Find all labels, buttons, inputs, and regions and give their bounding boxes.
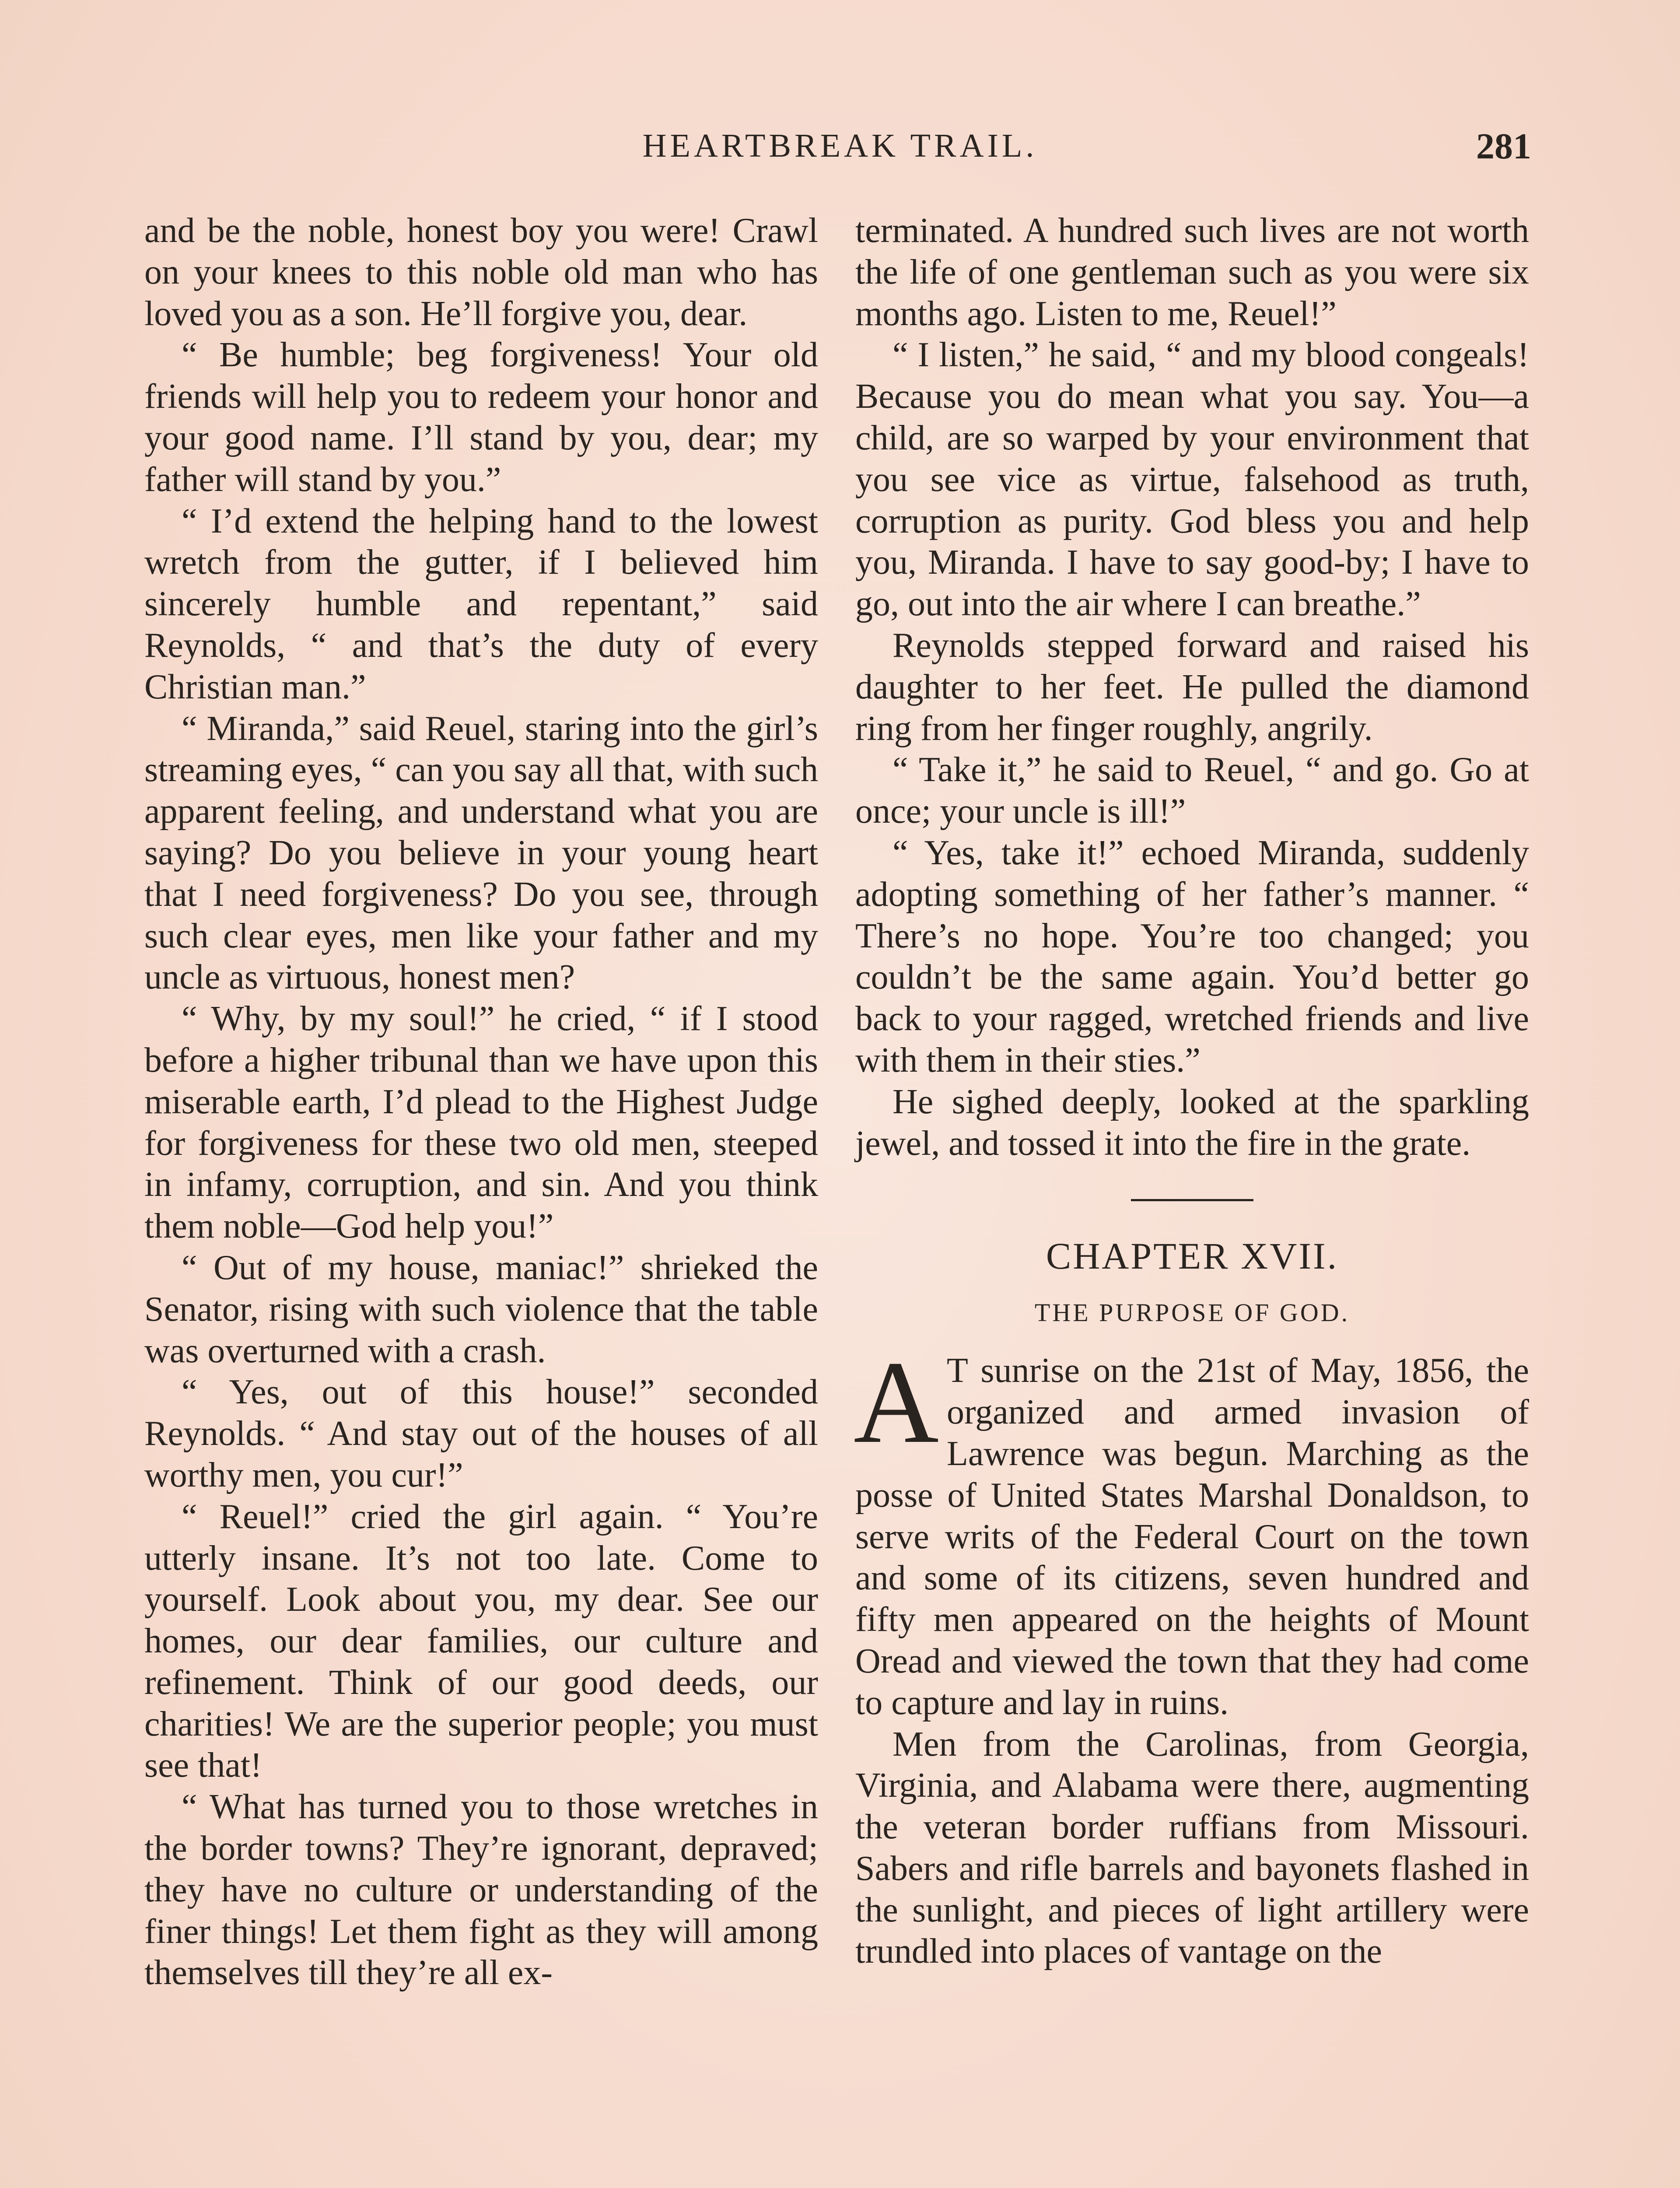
paragraph: “ Yes, out of this house!” seconded Reynolds. “ And stay out of the houses of all worthy men, you cur!” xyxy=(144,1373,818,1494)
paragraph: He sighed deeply, looked at the sparkling jewel, and tossed it into the fire in the grate. xyxy=(855,1082,1529,1163)
paragraph: terminated. A hundred such lives are not worth the life of one gentleman such as you were six months ago. Listen to me, Reuel!” xyxy=(855,211,1529,333)
page-header xyxy=(149,127,1531,188)
paragraph: “ Miranda,” said Reuel, staring into the girl’s streaming eyes, “ can you say all that, with such apparent feeling, and understand what you are saying? Do you believe in your young heart that I need forgiveness? Do you see, through such clear eyes, men like your father and my uncle as virtuous, honest men? xyxy=(144,709,818,997)
paragraph: Reynolds stepped forward and raised his daughter to her feet. He pulled the diamond ring from her finger roughly, angrily. xyxy=(855,626,1529,748)
paragraph-text: T sunrise on the 21st of May, 1856, the organized and armed invasion of Lawrence was begun. Marching as the posse of United States Marshal Donaldson, to serve writs of the Federal Court on the town and some of its citizens, seven hundred and fifty men appeared on the heights of Mount Oread and viewed the town that they had come to capture and lay in ruins. xyxy=(855,1351,1529,1722)
running-title: HEARTBREAK TRAIL. xyxy=(642,127,1038,164)
left-column xyxy=(144,210,818,1994)
paragraph: “ Out of my house, maniac!” shrieked the Senator, rising with such violence that the table was overturned with a crash. xyxy=(144,1248,818,1370)
paragraph: “ Take it,” he said to Reuel, “ and go. Go at once; your uncle is ill!” xyxy=(855,750,1529,831)
paragraph: “ Be humble; beg forgiveness! Your old friends will help you to redeem your honor and your good name. I’ll stand by you, dear; my father will stand by you.” xyxy=(144,336,818,499)
paragraph: Men from the Carolinas, from Georgia, Virginia, and Alabama were there, augmenting the veteran border ruffians from Missouri. Sabers and rifle barrels and bayonets flashed in the sunlight, and pieces of light artillery were trundled into places of vantage on the xyxy=(855,1725,1529,1971)
paragraph: “ Why, by my soul!” he cried, “ if I stood before a higher tribunal than we have upon this miserable earth, I’d plead to the Highest Judge for forgiveness for these two old men, steeped in infamy, corruption, and sin. And you think them noble—God help you!” xyxy=(144,999,818,1246)
chapter-subtitle: THE PURPOSE OF GOD. xyxy=(1034,1298,1350,1327)
chapter-heading: CHAPTER XVII. xyxy=(1046,1235,1339,1277)
paragraph: and be the noble, honest boy you were! Crawl on your knees to this noble old man who has loved you as a son. He’ll forgive you, dear. xyxy=(144,211,818,333)
section-divider xyxy=(1131,1199,1253,1201)
right-column xyxy=(855,210,1529,1972)
drop-cap: A xyxy=(854,1337,939,1468)
page-number: 281 xyxy=(1476,126,1531,167)
paragraph: “ Yes, take it!” echoed Miranda, suddenly adopting something of her father’s manner. “ There’s no hope. You’re too changed; you couldn’t be the same again. You’d better go back to your ragged, wretched friends and live with them in their sties.” xyxy=(855,833,1529,1080)
paragraph: “ I’d extend the helping hand to the lowest wretch from the gutter, if I believed him sincerely humble and repentant,” said Reynolds, “ and that’s the duty of every Christian man.” xyxy=(144,501,818,706)
paragraph: “ I listen,” he said, “ and my blood congeals! Because you do mean what you say. You—a child, are so warped by your environment that you see vice as virtue, falsehood as truth, corruption as purity. God bless you and help you, Miranda. I have to say good-by; I have to go, out into the air where I can breathe.” xyxy=(855,336,1529,624)
chapter-opening-paragraph xyxy=(854,1337,1529,1723)
paragraph: “ What has turned you to those wretches in the border towns? They’re ignorant, depraved; they have no culture or understanding of the finer things! Let them fight as they will among themselves till they’re all ex- xyxy=(144,1788,818,1992)
paragraph: “ Reuel!” cried the girl again. “ You’re utterly insane. It’s not too late. Come to yourself. Look about you, my dear. See our homes, our dear families, our culture and refinement. Think of our good deeds, our charities! We are the superior people; you must see that! xyxy=(144,1497,818,1785)
